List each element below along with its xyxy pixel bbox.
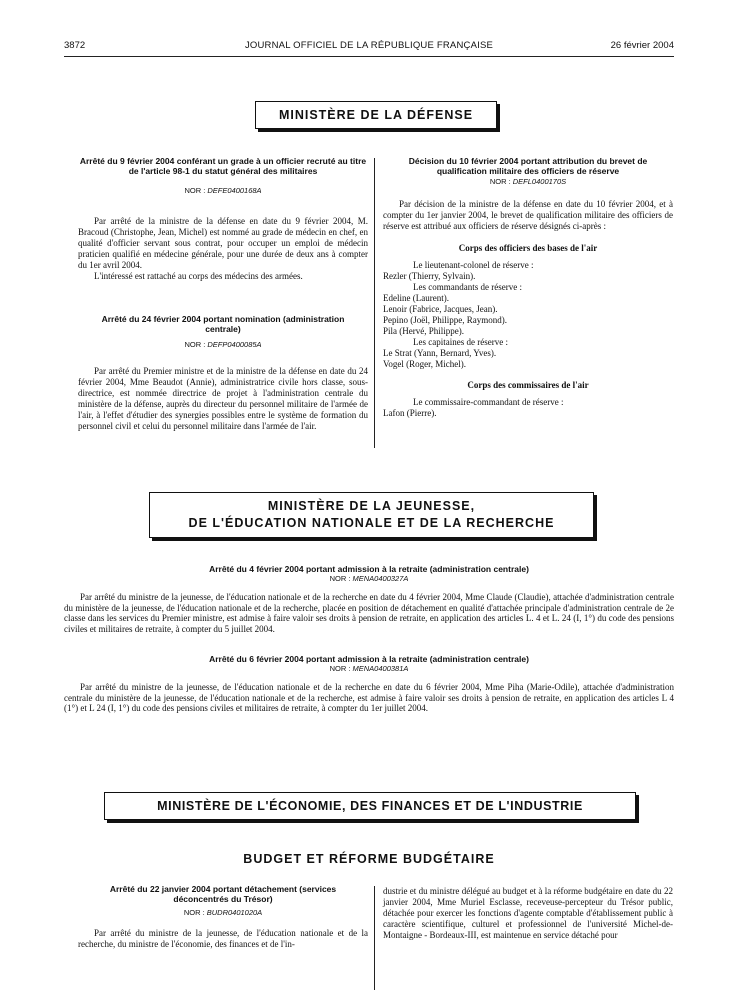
officer-name: Pila (Hervé, Philippe). — [383, 326, 464, 336]
defense-left-column — [78, 156, 368, 432]
nor-reference: NOR : DEFE0400168A — [184, 186, 262, 195]
nor-reference: NOR : DEFL0400170S — [489, 177, 567, 186]
jeunesse-section — [64, 564, 674, 714]
ministry-jeunesse-title-line1: MINISTÈRE DE LA JEUNESSE, — [267, 499, 476, 513]
nor-reference: NOR : BUDR0401020A — [183, 908, 263, 917]
article-title: Arrêté du 6 février 2004 portant admission à la retraite (administration centrale) — [209, 654, 529, 664]
nor-code: DEFL0400170S — [512, 177, 567, 186]
issue-date: 26 février 2004 — [610, 40, 674, 51]
article-title: Arrêté du 22 janvier 2004 portant détachement (services déconcentrés du Trésor) — [109, 884, 337, 904]
paragraph: Par arrêté du ministre de la jeunesse, de l'éducation nationale et de la recherche, du ministre de l'économie, des finances et de l'in- — [78, 928, 368, 949]
paragraph: Par décision de la ministre de la défense en date du 10 février 2004, et à compter du 1er janvier 2004, le brevet de qualification militaire des officiers de réserve est attribué aux officiers de réserve désignés ci-après : — [383, 199, 673, 231]
nor-code: DEFP0400085A — [207, 340, 262, 349]
ministry-jeunesse-box — [149, 492, 594, 538]
page-number: 3872 — [64, 40, 86, 51]
paragraph: L'intéressé est rattaché au corps des médecins des armées. — [94, 271, 303, 281]
page-header — [64, 40, 674, 54]
rank-label: Les capitaines de réserve : — [413, 337, 508, 347]
nor-reference: NOR : MENA0400327A — [329, 574, 409, 583]
officer-name: Le Strat (Yann, Bernard, Yves). — [383, 348, 497, 358]
corps-heading: Corps des commissaires de l'air — [467, 380, 589, 390]
ministry-economie-title: MINISTÈRE DE L'ÉCONOMIE, DES FINANCES ET DE L'INDUSTRIE — [157, 799, 583, 813]
journal-title: JOURNAL OFFICIEL DE LA RÉPUBLIQUE FRANÇAISE — [244, 40, 494, 51]
defense-right-column — [383, 156, 673, 419]
column-divider — [374, 886, 375, 990]
nor-code: MENA0400381A — [352, 664, 409, 673]
paragraph: Par arrêté du Premier ministre et de la ministre de la défense en date du 24 février 2004, Mme Beaudot (Annie), administratrice civile hors classe, sous-directrice, est nommée directrice de projet à l'administration centrale du ministère de la défense, auprès du directeur du personnel militaire de l'armée de l'air, à l'effet d'étudier des synergies possibles entre le système de formation du personnel civil et celui du personnel militaire dans l'armée de l'air. — [78, 366, 368, 431]
rank-label: Le lieutenant-colonel de réserve : — [413, 260, 534, 270]
article-title: Arrêté du 24 février 2004 portant nomination (administration centrale) — [101, 314, 345, 334]
paragraph: Par arrêté du ministre de la jeunesse, de l'éducation nationale et de la recherche en date du 4 février 2004, Mme Claude (Claudie), attachée d'administration centrale du ministère de la jeunesse, de l'éducation nationale et de la recherche, placée en position de détachement en qualité d'attachée principale d'administration centrale de 2e classe dans les services du Premier ministre, est admise à faire valoir ses droits à pension de retraite, en application des articles L. 4 et L. 24 (I, 1°) du code des pensions civiles et militaires de retraite, à compter du 5 juillet 2004. — [64, 592, 674, 634]
officer-name: Pepino (Joël, Philippe, Raymond). — [383, 315, 507, 325]
article-title: Arrêté du 4 février 2004 portant admission à la retraite (administration centrale) — [209, 564, 529, 574]
paragraph-continuation: dustrie et du ministre délégué au budget et à la réforme budgétaire en date du 22 janvier 2004, Mme Muriel Esclasse, receveuse-percepteur du Trésor public, détachée pour exercer les fonctions d'agente comptable d'établissement public à caractère scientifique, culturel et professionnel de l'université Michel-de-Montaigne - Bordeaux-III, est maintenue en service détaché pour — [383, 886, 673, 940]
column-divider — [374, 158, 375, 448]
economie-right-column — [383, 886, 673, 941]
rank-label: Les commandants de réserve : — [413, 282, 522, 292]
officer-name: Rezler (Thierry, Sylvain). — [383, 271, 476, 281]
ministry-economie-box — [104, 792, 636, 820]
economie-left-column — [78, 884, 368, 950]
officer-name: Lafon (Pierre). — [383, 408, 437, 418]
article-title: Décision du 10 février 2004 portant attribution du brevet de qualification militaire des officiers de réserve — [408, 156, 648, 176]
article-title: Arrêté du 9 février 2004 conférant un grade à un officier recruté au titre de l'article 98-1 du statut général des militaires — [79, 156, 367, 176]
nor-reference: NOR : MENA0400381A — [329, 664, 409, 673]
section-title: BUDGET ET RÉFORME BUDGÉTAIRE — [243, 852, 495, 866]
paragraph: Par arrêté du ministre de la jeunesse, de l'éducation nationale et de la recherche en date du 6 février 2004, Mme Piha (Marie-Odile), attachée d'administration centrale du ministère de la jeunesse, de l'éducation nationale et de la recherche, est admise à faire valoir ses droits à pension de retraite, en application des articles L 4 (1°) et L 24 (I, 1°) du code des pensions civiles et militaires de retraite, à compter du 1er juillet 2004. — [64, 682, 674, 713]
header-rule — [64, 56, 674, 57]
corps-heading: Corps des officiers des bases de l'air — [458, 243, 598, 253]
officer-name: Lenoir (Fabrice, Jacques, Jean). — [383, 304, 498, 314]
officer-name: Vogel (Roger, Michel). — [383, 359, 466, 369]
nor-code: BUDR0401020A — [206, 908, 263, 917]
officer-name: Edeline (Laurent). — [383, 293, 449, 303]
nor-code: MENA0400327A — [352, 574, 409, 583]
rank-label: Le commissaire-commandant de réserve : — [413, 397, 564, 407]
paragraph: Par arrêté de la ministre de la défense en date du 9 février 2004, M. Bracoud (Christophe, Jean, Michel) est nommé au grade de médecin en chef, en qualité d'officier servant sous contrat, pour occuper un emploi de médecin praticien qualifié en médecine générale, pour une durée de deux ans à compter du 1er avril 2004. — [78, 216, 368, 270]
nor-reference: NOR : DEFP0400085A — [184, 340, 262, 349]
nor-code: DEFE0400168A — [207, 186, 262, 195]
ministry-defense-title: MINISTÈRE DE LA DÉFENSE — [278, 108, 474, 122]
ministry-defense-box — [255, 101, 497, 129]
ministry-jeunesse-title-line2: DE L'ÉDUCATION NATIONALE ET DE LA RECHERCHE — [188, 516, 555, 530]
